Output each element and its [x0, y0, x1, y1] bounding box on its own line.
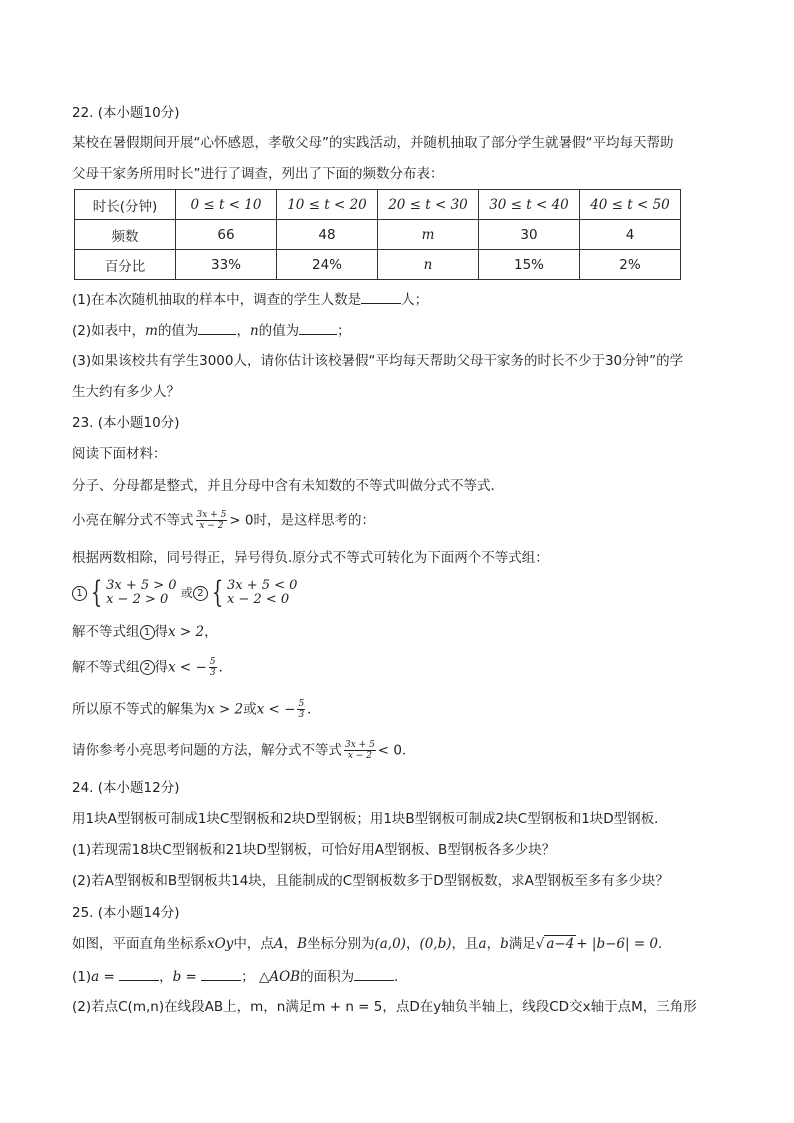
q24-header: 24. (本小题12分): [72, 780, 180, 796]
q22-part1: (1)在本次随机抽取的样本中，调查的学生人数是 人；: [72, 289, 428, 310]
fraction: $\frac{5}{3}$: [298, 699, 305, 720]
answer-blank[interactable]: [198, 320, 236, 335]
column-header: 30 ≤ t < 40: [479, 190, 580, 220]
answer-blank[interactable]: [354, 966, 394, 981]
table-cell: n: [378, 250, 479, 280]
q23-definition: 分子、分母都是整式，并且分母中含有未知数的不等式叫做分式不等式．: [72, 478, 504, 494]
table-row: [75, 250, 681, 280]
q25-header: 25. (本小题14分): [72, 905, 180, 921]
q25-part2: (2)若点C(m,n)在线段AB上，m，n满足m + n = 5，点D在y轴负半轴上，线段CD交x轴于点M，三角形: [72, 999, 697, 1015]
answer-blank[interactable]: [201, 966, 241, 981]
column-header: 40 ≤ t < 50: [580, 190, 681, 220]
q22-part2: (2)如表中，m的值为 ，n的值为 ；: [72, 320, 351, 341]
table-cell: 24%: [277, 250, 378, 280]
circled-number: 2: [140, 660, 155, 675]
q23-read: 阅读下面材料：: [72, 446, 167, 462]
circled-number: 2: [193, 586, 208, 601]
row-header-frequency: 频数: [75, 220, 176, 250]
q22-header: 22. (本小题10分): [72, 105, 180, 121]
q24-line1: 用1块A型钢板可制成1块C型钢板和2块D型钢板；用1块B型钢板可制成2块C型钢板和1块D型钢板．: [72, 811, 668, 827]
q22-part3-line2: 生大约有多少人？: [72, 384, 180, 400]
table-cell: 2%: [580, 250, 681, 280]
table-cell: 48: [277, 220, 378, 250]
column-header: 0 ≤ t < 10: [176, 190, 277, 220]
q23-header: 23. (本小题10分): [72, 415, 180, 431]
q24-part1: (1)若现需18块C型钢板和21块D型钢板，可恰好用A型钢板、B型钢板各多少块？: [72, 842, 556, 858]
q23-solution1: 解不等式组 1 得x > 2，: [72, 624, 218, 640]
q23-task: 请你参考小亮思考问题的方法，解分式不等式 $\frac{3x + 5}{x - 2}$ < 0．: [72, 740, 416, 761]
circled-number: 1: [72, 586, 87, 601]
answer-blank[interactable]: [299, 320, 337, 335]
table-cell: 30: [479, 220, 580, 250]
answer-blank[interactable]: [119, 966, 159, 981]
table-cell: 15%: [479, 250, 580, 280]
q25-part1: (1)a = ，b = ； △AOB的面积为 ．: [72, 966, 408, 987]
inequality-system: { 3x + 5 < 0 x − 2 < 0: [211, 575, 298, 610]
square-root: a−4: [546, 936, 575, 952]
circled-number: 1: [140, 625, 155, 640]
fraction: $\frac{3x + 5}{x - 2}$: [196, 510, 227, 531]
table-cell: 33%: [176, 250, 277, 280]
table-cell: m: [378, 220, 479, 250]
q23-rule: 根据两数相除，同号得正，异号得负.原分式不等式可转化为下面两个不等式组：: [72, 550, 549, 566]
row-header-duration: 时长(分钟): [75, 190, 176, 220]
q25-line1: 如图，平面直角坐标系xOy中，点A，B坐标分别为(a,0)，(0,b)，且a，b满足√ a−4 + |b−6| = 0．: [72, 936, 672, 952]
q23-think: 小亮在解分式不等式 $\frac{3x + 5}{x - 2}$ > 0时，是这样思考的：: [72, 510, 375, 531]
q22-part3-line1: (3)如果该校共有学生3000人，请你估计该校暑假“平均每天帮助父母干家务的时长不少于30分钟”的学: [72, 353, 684, 369]
inequality-system: { 3x + 5 > 0 x − 2 > 0: [90, 575, 177, 610]
table-row: [75, 220, 681, 250]
q22-intro-line1: 某校在暑假期间开展“心怀感恩，孝敬父母”的实践活动，并随机抽取了部分学生就暑假“平均每天帮助: [72, 135, 674, 151]
answer-blank[interactable]: [361, 289, 401, 304]
fraction: $\frac{3x + 5}{x - 2}$: [345, 740, 375, 761]
table-cell: 66: [176, 220, 277, 250]
fraction: $\frac{5}{3}$: [209, 657, 216, 678]
table-cell: 4: [580, 220, 681, 250]
frequency-table: [74, 189, 681, 280]
column-header: 10 ≤ t < 20: [277, 190, 378, 220]
table-row: [75, 190, 681, 220]
q23-systems: 1 { 3x + 5 > 0 x − 2 > 0 或 2 { 3x + 5 < 0 x − 2 < 0: [72, 578, 297, 608]
q23-solution-set: 所以原不等式的解集为x > 2或x < − $\frac{5}{3}$ ．: [72, 699, 321, 720]
q22-intro-line2: 父母干家务所用时长”进行了调查，列出了下面的频数分布表：: [72, 166, 444, 182]
q23-solution2: 解不等式组 2 得x < − $\frac{5}{3}$ ．: [72, 657, 233, 678]
q24-part2: (2)若A型钢板和B型钢板共14块，且能制成的C型钢板数多于D型钢板数，求A型钢板至多有多少块？: [72, 873, 669, 889]
column-header: 20 ≤ t < 30: [378, 190, 479, 220]
row-header-percent: 百分比: [75, 250, 176, 280]
